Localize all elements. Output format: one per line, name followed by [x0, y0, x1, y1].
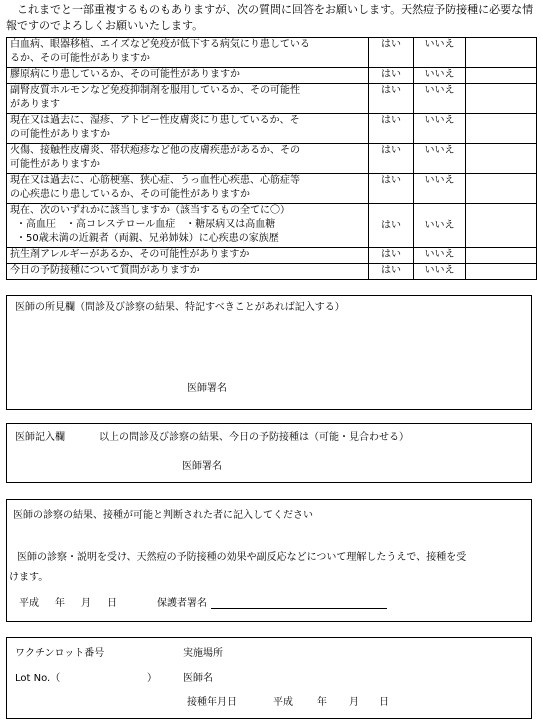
blank-cell	[466, 204, 537, 248]
no-option[interactable]: いいえ	[414, 68, 466, 84]
site-label[interactable]: 実施場所	[183, 648, 223, 659]
guardian-signature-label: 保護者署名	[157, 598, 207, 609]
lot-number-label: ワクチンロット番号	[15, 648, 105, 659]
guardian-signature-line[interactable]	[211, 608, 387, 609]
blank-cell	[466, 84, 537, 114]
doctor-entry-heading: 医師記入欄	[15, 432, 65, 443]
yes-option[interactable]: はい	[369, 264, 414, 280]
no-option[interactable]: いいえ	[414, 174, 466, 204]
question-text: 副腎皮質ホルモンなど免疫抑制剤を服用しているか、その可能性 があります	[7, 84, 369, 114]
question-row	[7, 264, 537, 280]
question-row	[7, 174, 537, 204]
question-text: 抗生剤アレルギーがあるか、その可能性がありますか	[7, 248, 369, 264]
doctor-opinion-heading: 医師の所見欄（問診及び診察の結果、特記すべきことがあれば記入する）	[15, 302, 345, 313]
doctor-entry-box	[6, 423, 532, 483]
yes-option[interactable]: はい	[369, 68, 414, 84]
no-option[interactable]: いいえ	[414, 84, 466, 114]
blank-cell	[466, 68, 537, 84]
date-day-label[interactable]: 日	[107, 598, 117, 609]
date-month-label[interactable]: 月	[81, 598, 91, 609]
questionnaire-table	[6, 37, 537, 280]
intro-text: これまでと一部重複するものもありますが、次の質問に回答をお願いします。天然痘予防接種に必要な情報ですのでよろしくお願いいたします。	[6, 3, 534, 32]
question-text: 現在又は過去に、心筋梗塞、狭心症、うっ血性心疾患、心筋症等 の心疾患にり患しているか、その可能性がありますか	[7, 174, 369, 204]
doctor-opinion-box[interactable]	[6, 295, 532, 410]
consent-statement-cont: けます。	[9, 572, 49, 583]
yes-option[interactable]: はい	[369, 174, 414, 204]
question-row	[7, 84, 537, 114]
question-text: 白血病、眼器移植、エイズなど免疫が低下する病気にり患している るか、その可能性がありますか	[7, 38, 369, 68]
yes-option[interactable]: はい	[369, 248, 414, 264]
question-text: 現在、次のいずれかに該当しますか（該当するもの全てに〇） ・高血圧 ・高コレステロール血症 ・糖尿病又は高血糖 ・50歳未満の近親者（両親、兄弟姉妹）に心疾患の家族歴	[7, 204, 369, 248]
question-text: 火傷、接触性皮膚炎、帯状疱疹など他の皮膚疾患があるか、その 可能性がありますか	[7, 144, 369, 174]
yes-option[interactable]: はい	[369, 38, 414, 68]
consent-statement: 医師の診察・説明を受け、天然痘の予防接種の効果や副反応などについて理解したうえで、接種を受	[17, 552, 467, 563]
blank-cell	[466, 264, 537, 280]
question-row	[7, 144, 537, 174]
vaccine-lot-box	[6, 637, 532, 719]
doctor-signature-label: 医師署名	[182, 461, 222, 472]
date-year-label[interactable]: 年	[317, 697, 327, 708]
question-row	[7, 38, 537, 68]
no-option[interactable]: いいえ	[414, 264, 466, 280]
no-option[interactable]: いいえ	[414, 248, 466, 264]
no-option[interactable]: いいえ	[414, 38, 466, 68]
date-year-label[interactable]: 年	[55, 598, 65, 609]
consent-instruction: 医師の診察の結果、接種が可能と判断された者に記入してください	[13, 510, 313, 521]
blank-cell	[466, 114, 537, 144]
question-row	[7, 248, 537, 264]
question-text: 今日の予防接種について質問がありますか	[7, 264, 369, 280]
yes-option[interactable]: はい	[369, 114, 414, 144]
blank-cell	[466, 38, 537, 68]
question-text: 現在又は過去に、湿疹、アトピー性皮膚炎にり患しているか、そ の可能性がありますか	[7, 114, 369, 144]
question-text: 膠原病にり患しているか、その可能性がありますか	[7, 68, 369, 84]
no-option[interactable]: いいえ	[414, 114, 466, 144]
yes-option[interactable]: はい	[369, 144, 414, 174]
question-row	[7, 204, 537, 248]
blank-cell	[466, 174, 537, 204]
lot-no-close: ）	[147, 673, 157, 684]
consent-box	[6, 499, 532, 622]
date-era: 平成	[19, 598, 39, 609]
question-row	[7, 114, 537, 144]
date-month-label[interactable]: 月	[349, 697, 359, 708]
yes-option[interactable]: はい	[369, 84, 414, 114]
no-option[interactable]: いいえ	[414, 204, 466, 248]
no-option[interactable]: いいえ	[414, 144, 466, 174]
vaccination-decision[interactable]: 以上の問診及び診察の結果、今日の予防接種は（可能・見合わせる）	[99, 432, 409, 443]
blank-cell	[466, 144, 537, 174]
question-row	[7, 68, 537, 84]
doctor-name-label[interactable]: 医師名	[183, 673, 213, 684]
yes-option[interactable]: はい	[369, 204, 414, 248]
vaccination-date-label: 接種年月日	[187, 697, 237, 708]
blank-cell	[466, 248, 537, 264]
date-day-label[interactable]: 日	[379, 697, 389, 708]
lot-no-field[interactable]: Lot No.（	[15, 673, 61, 684]
doctor-signature-label: 医師署名	[187, 383, 227, 394]
date-era: 平成	[273, 697, 293, 708]
